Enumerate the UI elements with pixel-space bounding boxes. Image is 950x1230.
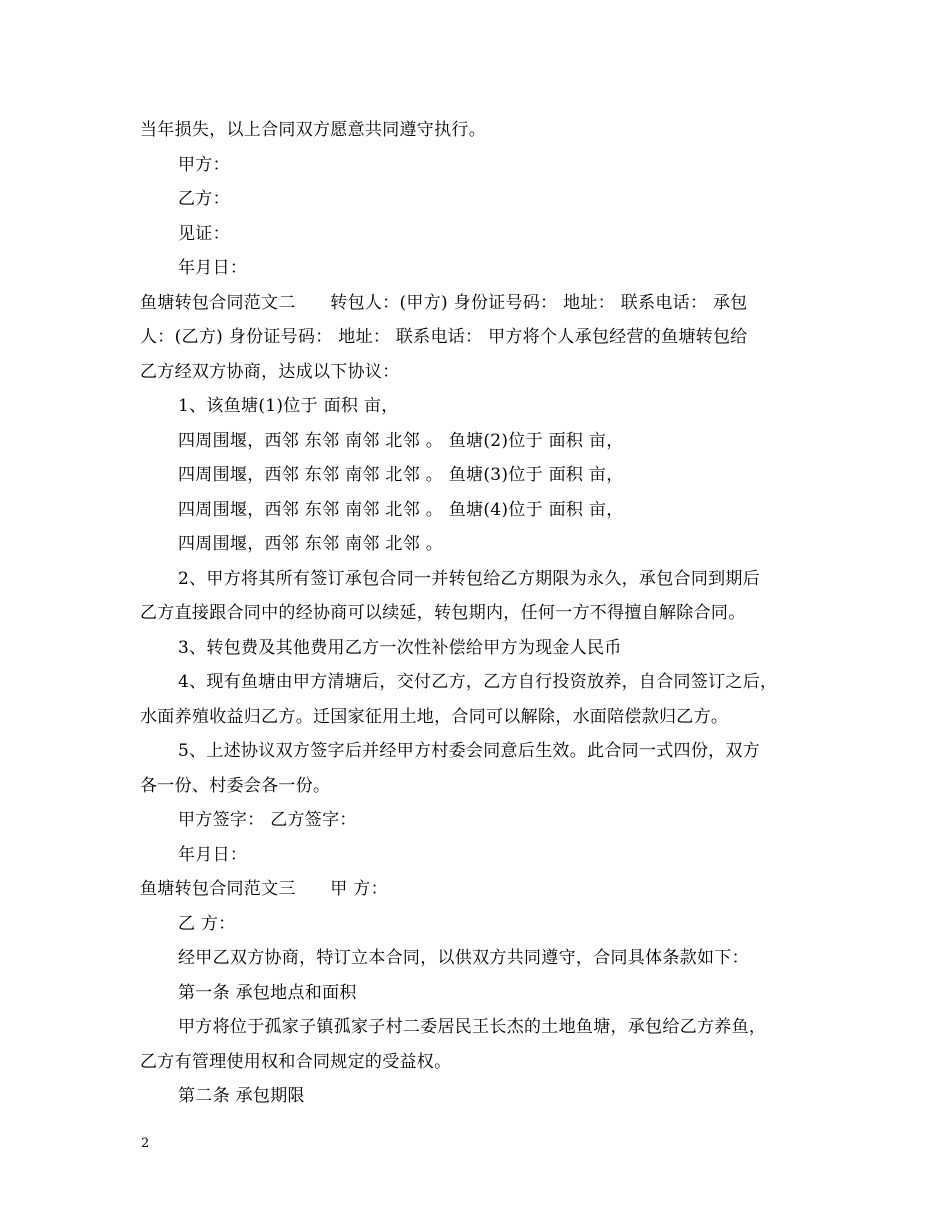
text-line: 乙方直接跟合同中的经协商可以续延，转包期内，任何一方不得擅自解除合同。 (140, 603, 746, 623)
text-line: 四周围堰，西邻 东邻 南邻 北邻 。 (178, 534, 444, 554)
section-heading-line: 鱼塘转包合同范文二 转包人：(甲方) 身份证号码： 地址： 联系电话： 承包 (140, 292, 748, 313)
clause-line: 3、转包费及其他费用乙方一次性补偿给甲方为现金人民币 (178, 637, 622, 658)
text-line: 当年损失，以上合同双方愿意共同遵守执行。 (140, 120, 486, 140)
clause-line: 4、现有鱼塘由甲方清塘后，交付乙方，乙方自行投资放养，自合同签订之后， (178, 672, 778, 692)
party-line: 乙 方： (178, 913, 236, 934)
text-line: 乙方经双方协商，达成以下协议： (140, 361, 400, 382)
page-number: 2 (141, 1136, 150, 1151)
clause-line: 2、甲方将其所有签订承包合同一并转包给乙方期限为永久，承包合同到期后 (178, 568, 761, 589)
text-line: 人：(乙方) 身份证号码： 地址： 联系电话： 甲方将个人承包经营的鱼塘转包给 (140, 327, 748, 347)
text-line: 乙方： (178, 189, 230, 209)
section-heading-line: 鱼塘转包合同范文三 甲 方： (140, 879, 388, 899)
signature-line: 甲方签字： 乙方签字： (178, 810, 357, 830)
text-line: 水面养殖收益归乙方。迁国家征用土地，合同可以解除，水面陪偿款归乙方。 (140, 706, 729, 727)
text-line: 乙方有管理使用权和合同规定的受益权。 (140, 1051, 452, 1072)
clause-line: 5、上述协议双方签字后并经甲方村委会同意后生效。此合同一式四份，双方 (178, 741, 761, 761)
date-line: 年月日： (178, 844, 248, 865)
clause-line: 1、该鱼塘(1)位于 面积 亩， (178, 396, 399, 416)
text-line: 四周围堰，西邻 东邻 南邻 北邻 。 鱼塘(2)位于 面积 亩， (178, 430, 624, 451)
text-line: 甲方将位于孤家子镇孤家子村二委居民王长杰的土地鱼塘，承包给乙方养鱼， (178, 1017, 767, 1037)
document-body (140, 113, 815, 1114)
text-line: 各一份、村委会各一份。 (140, 775, 331, 796)
article-heading: 第二条 承包期限 (178, 1086, 305, 1106)
text-line: 经甲乙双方协商，特订立本合同，以供双方共同遵守，合同具体条款如下： (178, 948, 749, 968)
text-line: 甲方： (178, 154, 230, 175)
text-line: 四周围堰，西邻 东邻 南邻 北邻 。 鱼塘(3)位于 面积 亩， (178, 465, 624, 485)
text-line: 年月日： (178, 258, 248, 278)
text-line: 见证： (178, 223, 230, 244)
text-line: 四周围堰，西邻 东邻 南邻 北邻 。 鱼塘(4)位于 面积 亩， (178, 499, 624, 520)
article-heading: 第一条 承包地点和面积 (178, 982, 357, 1003)
